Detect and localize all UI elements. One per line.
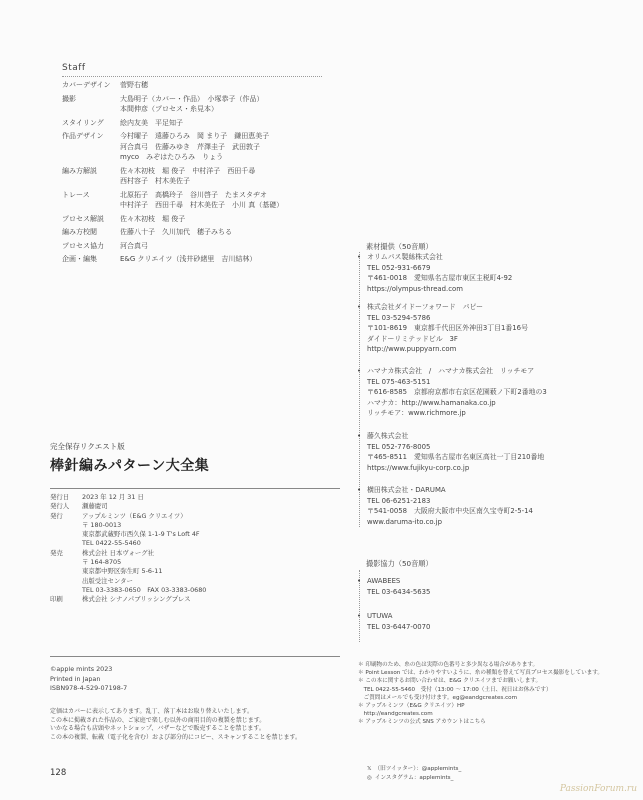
publication-details: 株式会社 シナノパブリッシングプレス [82, 595, 191, 604]
staff-role: 撮影 [62, 94, 76, 103]
x-twitter-icon: 𝕏 [367, 766, 372, 772]
staff-names: E&G クリエイツ（浅井砂緒里 吉川結林） [120, 255, 257, 263]
supplier-entry [357, 485, 617, 527]
right-notes: ＊ 印刷物のため、糸の色は実際の色番号と多少異なる場合があります。 ＊ Point Lesson では、わかりやすいように、糸の種類を替えて写真プロセス撮影をしています。 ＊ この本に関するお問い合わせは、E&G クリエイツまでお願いします。 TEL 0422-55-5460 受付（13:00 ～ 17:00（土日、祝日はお休みです） ご質問はメールでも受け付けます。eg@eandgcreates.com ＊ アップルミンツ（E&G クリエイツ）HP http://eandgcreates.com ＊ アップルミンツの公式 SNS アカウントはこちら [358, 662, 604, 726]
bullet-icon: • [357, 367, 362, 375]
publication-role: 発行 [50, 511, 63, 520]
publication-details: 株式会社 日本ヴォーグ社 〒 164-8705 東京都中野区弥生町 5-6-11 出版受注センター TEL 03-3383-0650 FAX 03-3383-0680 [82, 548, 207, 594]
supplier-details: TEL 03-6434-5635 [367, 587, 431, 596]
publication-bottom-rule [50, 656, 340, 657]
watermark: PassionForum.ru [559, 784, 637, 794]
supplier-name-row [357, 252, 617, 263]
supplier-name-row [357, 431, 617, 442]
staff-names: 大島明子（カバー・作品） 小塚恭子（作品） 本間伸彦（プロセス・糸見本） [120, 94, 264, 113]
staff-row [62, 190, 352, 211]
staff-role: 編み方解説 [62, 166, 97, 175]
publication-row [50, 549, 350, 595]
staff-row [62, 166, 352, 187]
staff-names: 佐々木初枝 堀 俊子 [120, 214, 186, 223]
publication-row [50, 502, 350, 511]
staff-role: トレース [62, 190, 90, 199]
book-subtitle: 完全保存リクエスト版 [50, 442, 125, 451]
publication-role: 発売 [50, 548, 63, 557]
bullet-icon: • [357, 577, 362, 585]
staff-divider [62, 76, 322, 77]
supplier-name: オリムパス製絲株式会社 [367, 253, 443, 261]
staff-role: 編み方校閲 [62, 228, 97, 236]
publication-details: 2023 年 12 月 31 日 [82, 493, 144, 501]
staff-role: 作品デザイン [62, 132, 104, 140]
instagram-handle: インスタグラム：applemints_ [374, 775, 454, 781]
supplier-name: ハマナカ株式会社 / ハマナカ株式会社 リッチモア [367, 367, 535, 375]
bullet-icon: • [357, 612, 362, 620]
staff-row [62, 214, 352, 225]
staff-role: プロセス解説 [62, 214, 104, 223]
staff-names: 今村曜子 遠藤ひろみ 岡 まり子 鎌田恵美子 河合真弓 佐藤みゆき 芹澤圭子 武田敦子 myco みぞはたひろみ りょう [120, 132, 270, 161]
bullet-icon: • [357, 303, 362, 311]
staff-role: プロセス協力 [62, 241, 104, 250]
page-number: 128 [50, 768, 67, 778]
staff-row [62, 254, 352, 265]
staff-row [62, 227, 352, 238]
supplier-entry [357, 576, 617, 597]
supplier-entry [357, 366, 617, 419]
instagram-icon: ◎ [367, 775, 372, 781]
supplier-entry [357, 302, 617, 355]
supplier-name-row [357, 576, 617, 587]
publication-row [50, 595, 350, 604]
supplier-details: TEL 052-931-6679 〒461-0018 愛知県名古屋市東区主税町4-92 https://olympus-thread.com [367, 263, 513, 293]
staff-names: 絵内友美 平足知子 [120, 118, 183, 127]
supplier-entry [357, 252, 617, 294]
bullet-icon: • [357, 253, 362, 261]
staff-names: 北原拓子 高橋玲子 谷川啓子 たまスタヂオ 中村洋子 西田千尋 村木美佐子 小川 真（基礎） [120, 190, 284, 209]
staff-role: 企画・編集 [62, 255, 97, 263]
supplier-details: TEL 03-5294-5786 〒101-8619 東京都千代田区外神田3丁目1番16号 ダイドーリミテッドビル 3F http://www.puppyarn.com [367, 313, 528, 353]
supplier-name-row [357, 302, 617, 313]
copyright: ©apple mints 2023 Printed in Japan ISBN978-4-529-07198-7 [50, 665, 128, 692]
legal-notes: 定価はカバーに表示してあります。乱丁、落丁本はお取り替えいたします。 この本に掲載された作品の、ご家庭で楽しむ以外の商用目的の複製を禁じます。 いかなる場合も店頭やネットショップ、バザーなどで販売することを禁じます。 この本の複製、転載（電子化を含む）および部分的にコピー、スキャンすることを禁じます。 [50, 708, 302, 741]
supplier-name-row [357, 611, 617, 622]
supplier-entry [357, 611, 617, 632]
supplier-details: TEL 03-6447-0070 [367, 622, 431, 631]
staff-names: 河合真弓 [120, 241, 148, 250]
supplier-name-row [357, 485, 617, 496]
supplier-entry [357, 431, 617, 473]
publication-details: アップルミンツ（E&G クリエイツ） 〒 180-0013 東京都武蔵野市西久保 1-1-9 T's Loft 4F TEL 0422-55-5460 [82, 511, 200, 548]
cooperation-heading: 撮影協力（50音順） [366, 559, 433, 568]
publication-top-rule [50, 488, 340, 489]
bullet-icon: • [357, 432, 362, 440]
publication-role: 印刷 [50, 595, 63, 604]
staff-names: 佐藤八十子 久川加代 穂子みちる [120, 228, 232, 236]
supplier-details: TEL 06-6251-2183 〒541-0058 大阪府大阪市中央区南久宝寺町2-5-14 www.daruma-ito.co.jp [367, 496, 533, 526]
publication-row [50, 512, 350, 549]
staff-row [62, 94, 352, 115]
staff-title: Staff [62, 63, 86, 73]
social-accounts [367, 765, 461, 783]
publication-role: 発行日 [50, 493, 70, 501]
publication-details: 瀬藤慶司 [82, 502, 108, 511]
bullet-icon: • [357, 486, 362, 494]
staff-row [62, 118, 352, 129]
publication-role: 発行人 [50, 502, 70, 511]
supplier-name: AWABEES [367, 577, 401, 585]
staff-row [62, 131, 352, 163]
publication-row [50, 493, 350, 502]
supplier-name: 横田株式会社・DARUMA [367, 486, 446, 494]
staff-list [62, 80, 352, 268]
publication-info [50, 493, 350, 605]
staff-names: 佐々木初枝 堀 俊子 中村洋子 西田千尋 西村容子 村木美佐子 [120, 166, 256, 185]
staff-names: 菅野右穂 [120, 81, 148, 89]
staff-row [62, 80, 352, 91]
supplier-details: TEL 052-776-8005 〒465-8511 愛知県名古屋市名東区高社一丁目210番地 https://www.fujikyu-corp.co.jp [367, 442, 545, 472]
staff-row [62, 241, 352, 252]
supplier-details: TEL 075-463-5151 〒616-8585 京都府京都市右京区花園薮ノ下町2番地の3 ハマナカ：http://www.hamanaka.co.jp リッチモア：www.richmore.jp [367, 377, 547, 417]
staff-role: カバーデザイン [62, 81, 111, 89]
staff-role: スタイリング [62, 118, 104, 127]
supplier-name: UTUWA [367, 612, 393, 620]
supplier-name: 株式会社ダイドーフォワード パピー [367, 303, 484, 311]
materials-heading: 素材撮供（50音順） [366, 242, 433, 251]
supplier-name-row [357, 366, 617, 377]
book-title: 棒針編みパターン大全集 [50, 458, 210, 474]
twitter-handle: （旧ツイッター）：@applemints_ [374, 766, 462, 772]
supplier-name: 藤久株式会社 [367, 432, 409, 440]
